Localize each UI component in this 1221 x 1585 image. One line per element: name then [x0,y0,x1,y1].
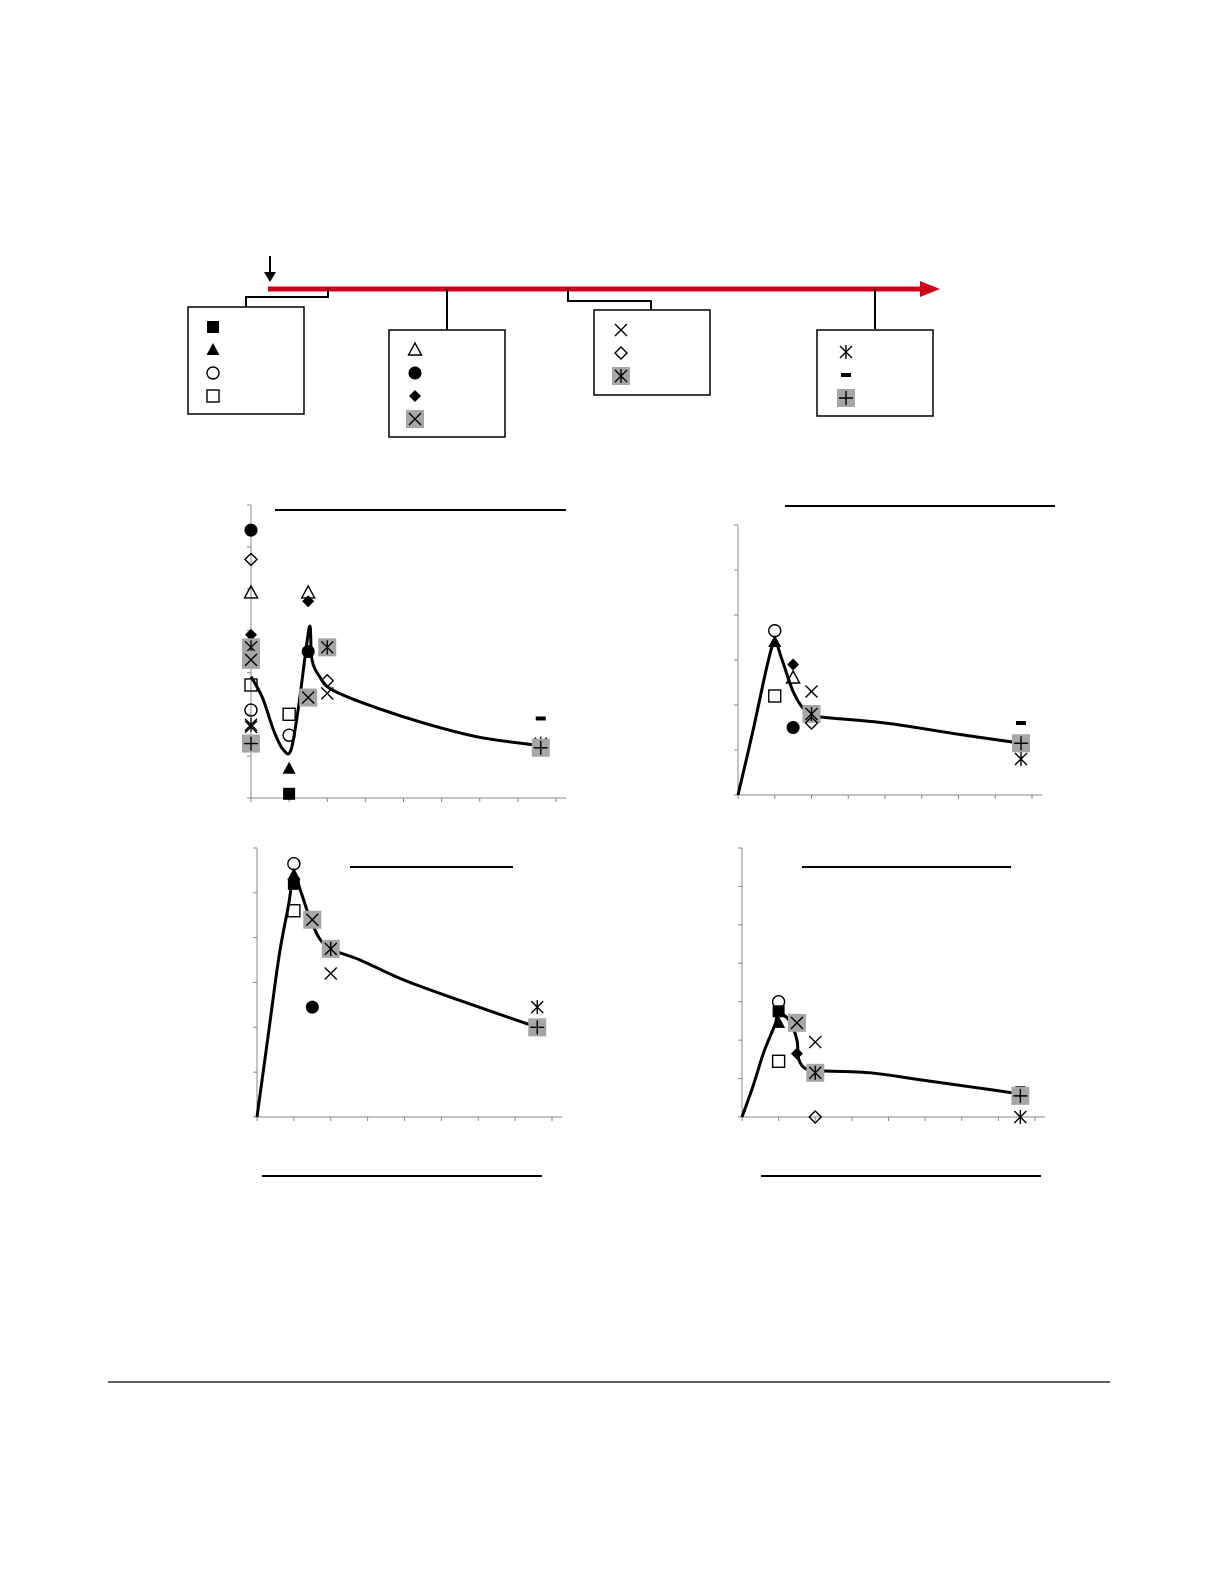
trend-line-bottom-left [257,875,537,1117]
point-bottom-right-1-filled-square [773,1005,785,1017]
trend-line-bottom-right [742,1013,1020,1117]
point-bottom-right-6-x [809,1036,821,1048]
legend-group-3-star-shaded-icon [612,367,630,385]
point-top-right-9-dash [1016,721,1026,725]
point-top-left-17-filled-circle [302,645,315,658]
legend-group-2-x-shaded-icon [406,410,424,428]
point-top-left-19-star-shaded [318,638,336,656]
legend-group-1-filled-square-icon [207,321,219,333]
connector-1 [246,289,328,307]
title-rules [262,506,1055,1176]
point-top-left-10-plus-shaded [242,735,260,753]
point-top-right-0-open-circle [769,625,781,637]
point-top-right-1-filled-triangle [768,635,781,647]
point-top-right-10-plus-shaded [1012,734,1030,752]
point-top-left-14-filled-square [283,788,295,800]
point-top-right-2-open-square [769,690,781,702]
timeline-arrowhead-icon [920,281,940,297]
point-bottom-left-9-plus-shaded [528,1018,546,1036]
point-bottom-left-2-filled-square [288,878,300,890]
legend-box-3 [594,310,710,395]
point-top-left-18-x-shaded [299,689,317,707]
legend-box-4 [817,330,933,416]
start-arrow-head-icon [264,272,276,282]
point-top-left-5-x-shaded [242,651,260,669]
point-top-right-7-star-shaded [803,705,821,723]
point-top-left-21-x [321,687,333,699]
legend-group-4-dash-icon [841,373,851,377]
point-top-right-3-filled-diamond [787,659,799,671]
point-bottom-left-8-star [531,1000,543,1014]
point-bottom-left-0-open-circle [288,858,300,870]
chart-bottom-left [253,848,562,1121]
chart-top-left [242,505,566,802]
point-top-left-8-star [245,718,257,732]
chart-top-right [734,525,1042,799]
point-bottom-right-2-filled-triangle [772,1016,785,1028]
point-top-left-22-dash [536,716,546,720]
point-bottom-left-4-x-shaded [303,911,321,929]
connector-3 [568,289,651,310]
point-top-left-0-filled-circle [245,524,258,537]
point-bottom-left-6-x [325,968,337,980]
point-bottom-right-5-filled-diamond [791,1048,803,1060]
point-bottom-right-4-x-shaded [788,1014,806,1032]
point-bottom-left-5-star-shaded [322,940,340,958]
point-bottom-left-7-filled-circle [306,1001,319,1014]
chart-bottom-right [738,848,1045,1124]
legend-group-2-filled-circle-icon [409,367,422,380]
point-bottom-right-7-star-shaded [806,1064,824,1082]
trend-line-top-right [738,642,1021,795]
point-top-left-16-filled-diamond [302,595,314,607]
point-top-right-6-x [806,686,818,698]
point-top-left-11-open-square [283,708,295,720]
legend-group-4-plus-shaded-icon [837,389,855,407]
charts [242,505,1045,1124]
point-top-right-11-star [1015,752,1027,766]
point-top-right-5-filled-circle [787,721,800,734]
point-bottom-right-10-plus-shaded [1011,1087,1029,1105]
legend-box-1 [188,307,304,414]
point-top-left-24-plus-shaded [532,739,550,757]
timeline [188,256,940,437]
point-bottom-right-3-open-square [773,1055,785,1067]
point-top-left-13-filled-triangle [283,762,296,774]
